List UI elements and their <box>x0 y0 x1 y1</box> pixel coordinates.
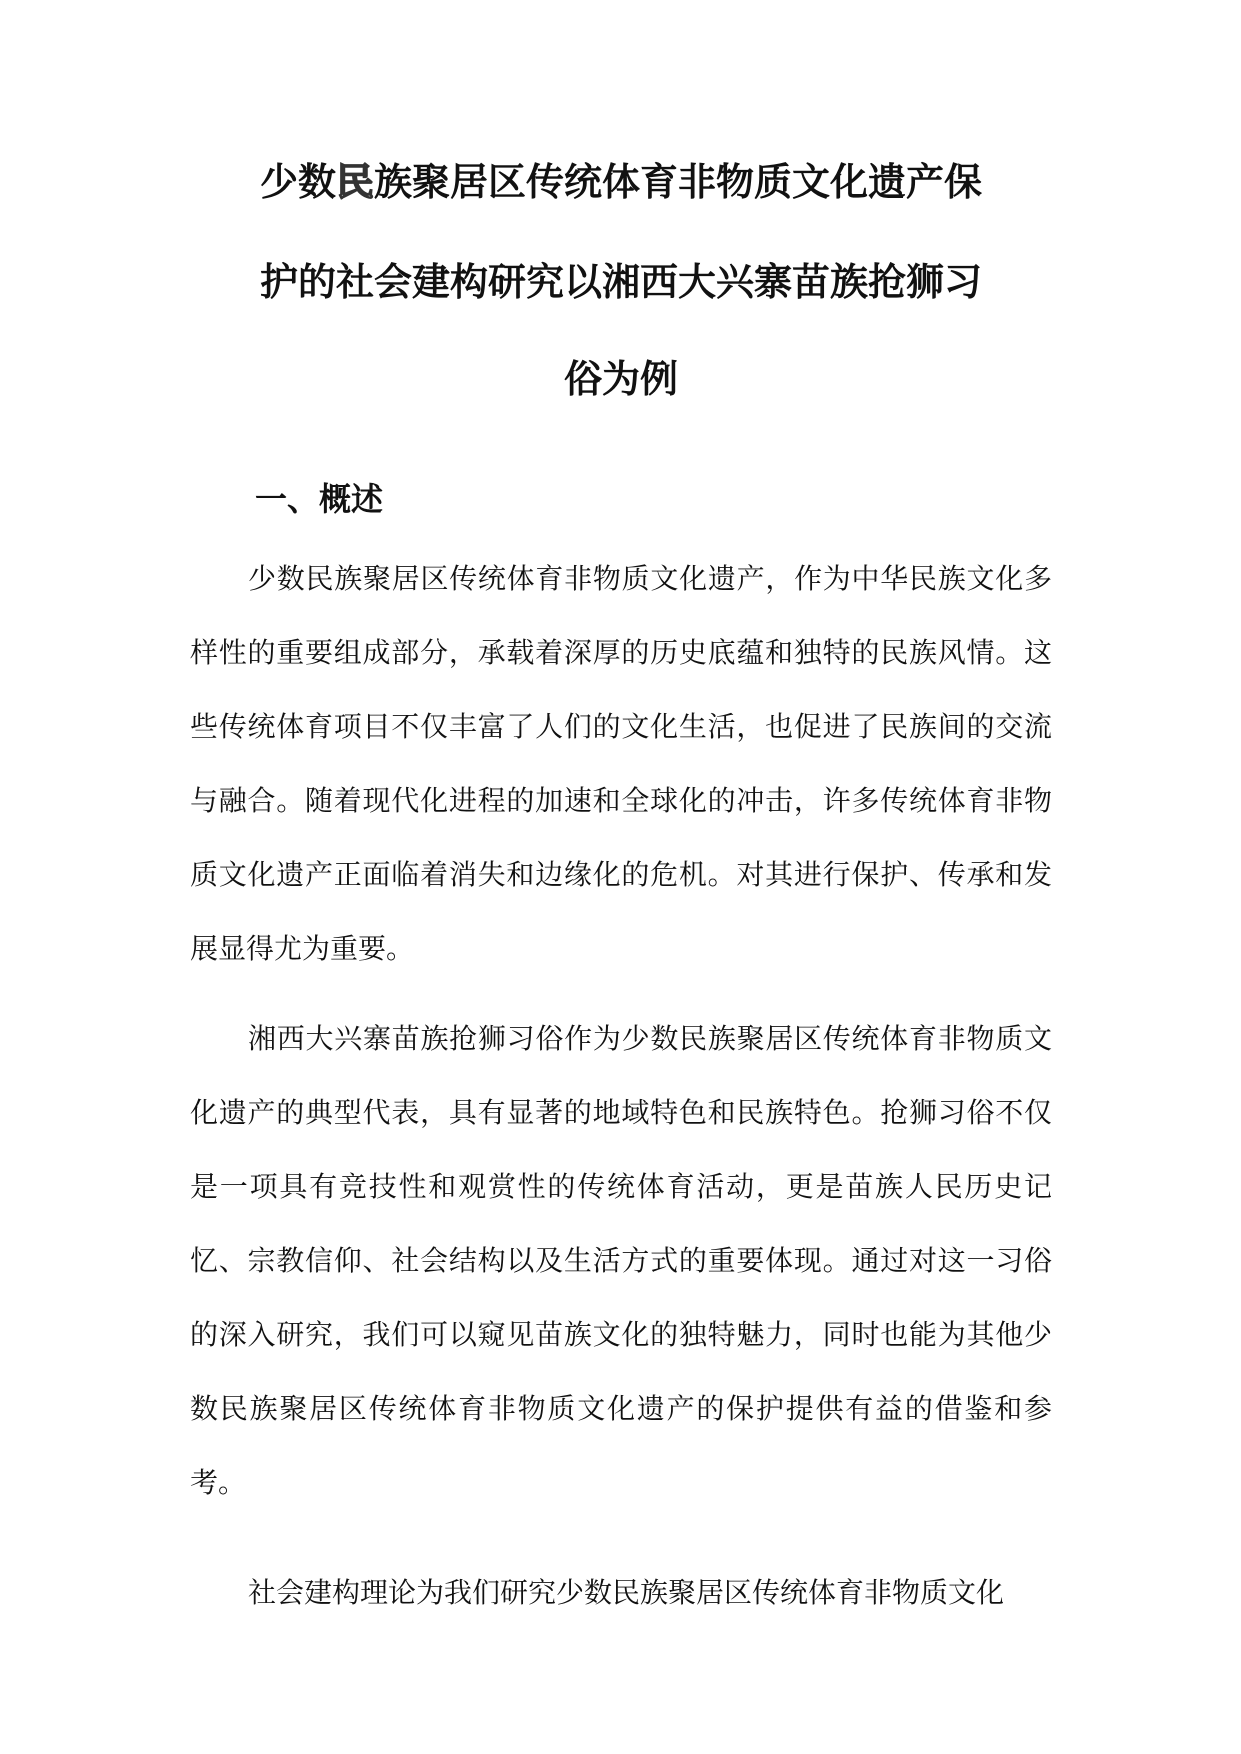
body-paragraph: 湘西大兴寨苗族抢狮习俗作为少数民族聚居区传统体育非物质文化遗产的典型代表，具有显著的地域特色和民族特色。抢狮习俗不仅是一项具有竞技性和观赏性的传统体育活动，更是苗族人民历史记忆、宗教信仰、社会结构以及生活方式的重要体现。通过对这一习俗的深入研究，我们可以窥见苗族文化的独特魅力，同时也能为其他少数民族聚居区传统体育非物质文化遗产的保护提供有益的借鉴和参考。 <box>190 1022 1052 1499</box>
title-text-after: 族聚居区传统体育非物质文化遗产保 <box>374 160 983 204</box>
title-outlined-character: 民 <box>335 160 374 204</box>
document-title-line-1 <box>190 151 1052 206</box>
section-heading-overview: 一、概述 <box>255 480 384 518</box>
document-title-line-3: 俗为例 <box>563 357 678 401</box>
body-paragraph: 社会建构理论为我们研究少数民族聚居区传统体育非物质文化 <box>248 1576 1005 1609</box>
title-text-before: 少数 <box>259 160 336 204</box>
document-title-line-2: 护的社会建构研究以湘西大兴寨苗族抢狮习 <box>259 260 982 304</box>
body-paragraph: 少数民族聚居区传统体育非物质文化遗产，作为中华民族文化多样性的重要组成部分，承载着深厚的历史底蕴和独特的民族风情。这些传统体育项目不仅丰富了人们的文化生活，也促进了民族间的交流与融合。随着现代化进程的加速和全球化的冲击，许多传统体育非物质文化遗产正面临着消失和边缘化的危机。对其进行保护、传承和发展显得尤为重要。 <box>190 562 1052 965</box>
